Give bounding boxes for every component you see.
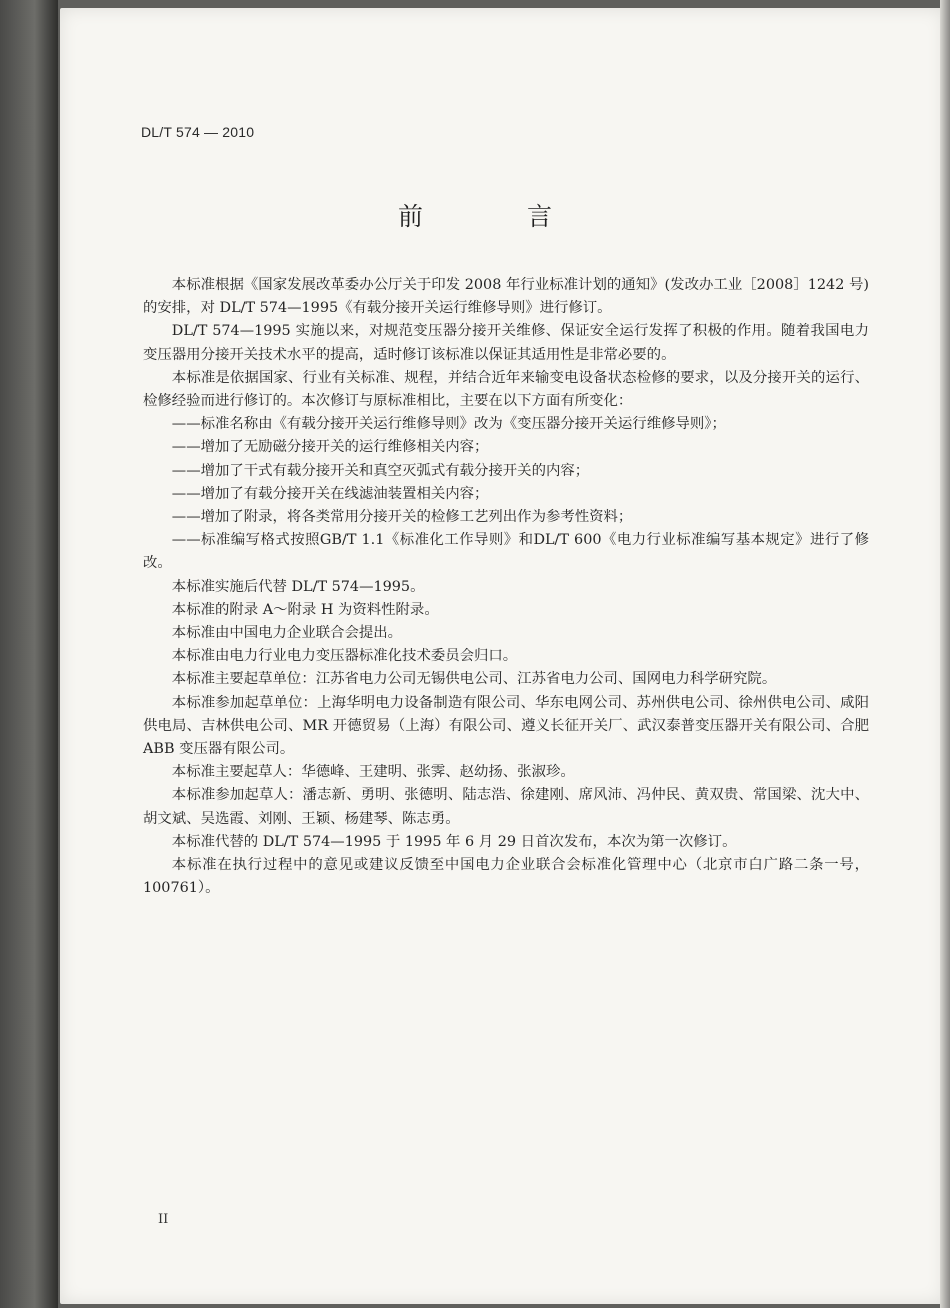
paragraph: 本标准的附录 A～附录 H 为资料性附录。 — [171, 601, 439, 618]
paragraph: 本标准代替的 DL/T 574—1995 于 1995 年 6 月 29 日首次发布，本次为第一次修订。 — [171, 833, 737, 850]
paragraph: 本标准参加起草单位：上海华明电力设备制造有限公司、华东电网公司、苏州供电公司、徐州供电公司、咸阳供电局、吉林供电公司、MR 开德贸易（上海）有限公司、遵义长征开关厂、武汉泰普变压器开关有限公司、合肥 ABB 变压器有限公司。 — [143, 694, 869, 758]
paragraph: 本标准主要起草单位：江苏省电力公司无锡供电公司、江苏省电力公司、国网电力科学研究院。 — [171, 671, 777, 688]
foreword-body — [143, 274, 869, 900]
paragraph: 本标准主要起草人：华德峰、王建明、张霁、赵幼扬、张淑珍。 — [171, 764, 575, 781]
change-item: ——标准编写格式按照GB/T 1.1《标准化工作导则》和DL/T 600《电力行业标准编写基本规定》进行了修改。 — [143, 532, 869, 572]
paragraph: 本标准由中国电力企业联合会提出。 — [171, 625, 403, 642]
paragraph: 本标准根据《国家发展改革委办公厅关于印发 2008 年行业标准计划的通知》(发改办工业［2008］1242 号)的安排，对 DL/T 574—1995《有载分接开关运行维修导则》进行修订。 — [143, 277, 869, 317]
paragraph: DL/T 574—1995 实施以来，对规范变压器分接开关维修、保证安全运行发挥了积极的作用。随着我国电力变压器用分接开关技术水平的提高，适时修订该标准以保证其适用性是非常必要的。 — [143, 323, 869, 363]
paragraph: 本标准实施后代替 DL/T 574—1995。 — [171, 578, 425, 595]
document-code: DL/T 574 — 2010 — [141, 124, 255, 140]
paragraph: 本标准在执行过程中的意见或建议反馈至中国电力企业联合会标准化管理中心（北京市白广路二条一号，100761）。 — [143, 857, 869, 897]
change-item: ——增加了干式有载分接开关和真空灭弧式有载分接开关的内容； — [171, 462, 590, 479]
paragraph: 本标准由电力行业电力变压器标准化技术委员会归口。 — [171, 648, 518, 665]
change-item: ——增加了有载分接开关在线滤油装置相关内容； — [171, 485, 489, 502]
page-title: 前 言 — [398, 202, 600, 231]
change-item: ——增加了无励磁分接开关的运行维修相关内容； — [171, 439, 489, 456]
page-number: II — [158, 1212, 169, 1227]
change-item: ——标准名称由《有载分接开关运行维修导则》改为《变压器分接开关运行维修导则》； — [171, 416, 726, 433]
change-item: ——增加了附录，将各类常用分接开关的检修工艺列出作为参考性资料； — [171, 509, 633, 526]
paragraph: 本标准参加起草人：潘志新、勇明、张德明、陆志浩、徐建刚、席风沛、冯仲民、黄双贵、常国梁、沈大中、胡文斌、吴选霞、刘刚、王颖、杨建琴、陈志勇。 — [143, 787, 869, 827]
paragraph: 本标准是依据国家、行业有关标准、规程，并结合近年来输变电设备状态检修的要求，以及分接开关的运行、检修经验而进行修订的。本次修订与原标准相比，主要在以下方面有所变化： — [143, 369, 869, 410]
